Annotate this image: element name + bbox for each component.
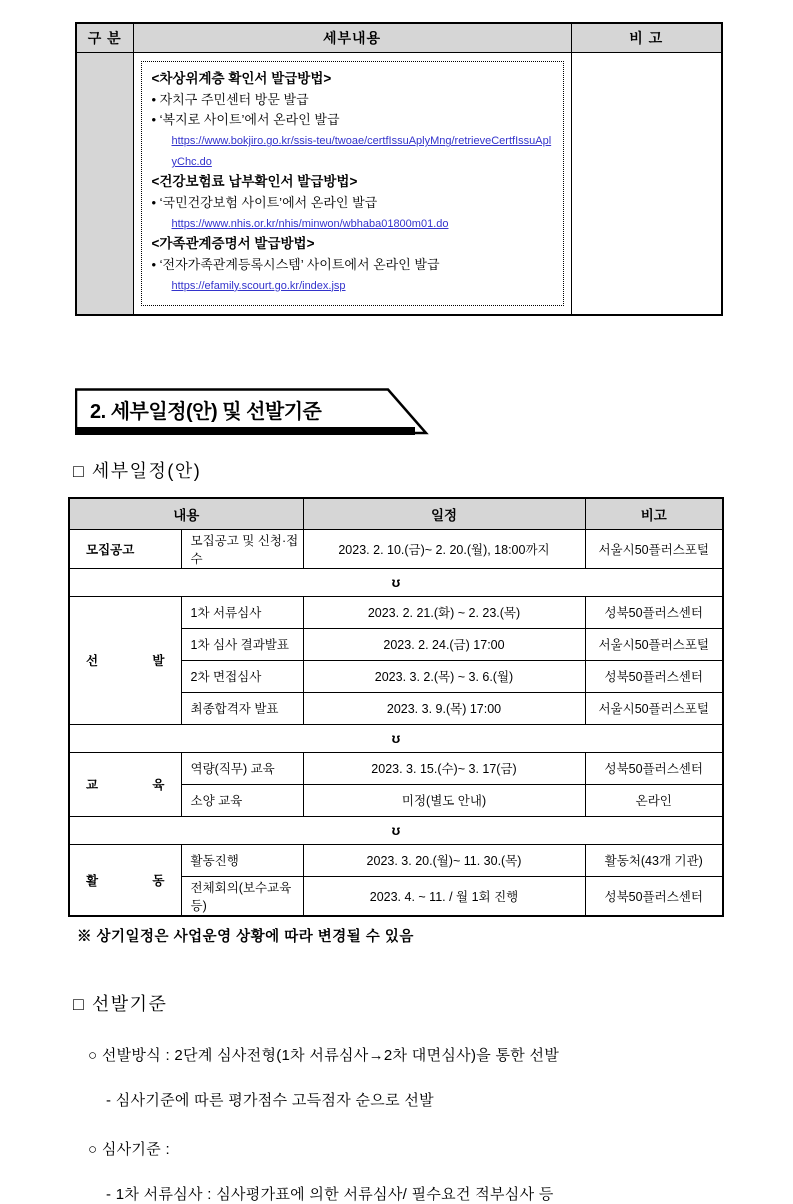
table-header-row xyxy=(76,23,722,53)
schedule-date-cell: 2023. 2. 21.(화) ~ 2. 23.(목) xyxy=(303,596,585,628)
schedule-remark-cell: 성북50플러스센터 xyxy=(585,752,723,784)
schedule-row xyxy=(69,529,723,568)
header-sebunaeyong: 세부내용 xyxy=(133,23,571,53)
schedule-category-cell: 모집공고 xyxy=(69,529,181,568)
schedule-remark-cell: 성북50플러스센터 xyxy=(585,660,723,692)
down-arrow-icon: ʊ xyxy=(69,724,723,752)
schedule-arrow-row xyxy=(69,724,723,752)
detail-content-cell xyxy=(133,53,571,315)
schedule-note: ※ 상기일정은 사업운영 상황에 따라 변경될 수 있음 xyxy=(77,928,414,945)
schedule-content-cell: 역량(직무) 교육 xyxy=(181,752,303,784)
schedule-remark-cell: 활동처(43개 기관) xyxy=(585,844,723,876)
criteria-line: ○ 선발방식 : 2단계 심사전형(1차 서류심사→2차 대면심사)을 통한 선발 xyxy=(88,1046,560,1064)
schedule-content-cell: 2차 면접심사 xyxy=(181,660,303,692)
schedule-date-cell: 2023. 3. 15.(수)~ 3. 17(금) xyxy=(303,752,585,784)
header-date: 일정 xyxy=(303,498,585,530)
schedule-content-cell: 1차 심사 결과발표 xyxy=(181,628,303,660)
detail-info-table xyxy=(75,22,723,316)
schedule-category-cell: 교 육 xyxy=(69,752,181,816)
schedule-date-cell: 2023. 2. 24.(금) 17:00 xyxy=(303,628,585,660)
schedule-content-cell: 소양 교육 xyxy=(181,784,303,816)
schedule-remark-cell: 서울시50플러스포털 xyxy=(585,692,723,724)
issuance-url-link[interactable]: https://efamily.scourt.go.kr/index.jsp xyxy=(171,279,346,292)
schedule-remark-cell: 서울시50플러스포털 xyxy=(585,529,723,568)
schedule-remark-cell: 온라인 xyxy=(585,784,723,816)
schedule-date-cell: 2023. 4. ~ 11. / 월 1회 진행 xyxy=(303,876,585,916)
issuance-url-link[interactable]: https://www.bokjiro.go.kr/ssis-teu/twoae/certfIssuAplyMng/retrieveCertfIssuAplyChc.do xyxy=(171,135,552,168)
schedule-date-cell: 2023. 3. 20.(월)~ 11. 30.(목) xyxy=(303,844,585,876)
schedule-category-cell: 선 발 xyxy=(69,596,181,724)
schedule-content-cell: 활동진행 xyxy=(181,844,303,876)
issuance-section-title: <가족관계증명서 발급방법> xyxy=(151,235,315,251)
schedule-content-cell: 모집공고 및 신청·접수 xyxy=(181,529,303,568)
schedule-arrow-row xyxy=(69,568,723,596)
issuance-bullet-item: • ‘국민건강보험 사이트’에서 온라인 발급 xyxy=(151,194,378,210)
schedule-arrow-row xyxy=(69,816,723,844)
issuance-url-link[interactable]: https://www.nhis.or.kr/nhis/minwon/wbhaba01800m01.do xyxy=(171,217,449,230)
schedule-category-cell: 활 동 xyxy=(69,844,181,916)
schedule-row xyxy=(69,596,723,628)
header-content: 내용 xyxy=(69,498,303,530)
criteria-line: - 심사기준에 따른 평가점수 고득점자 순으로 선발 xyxy=(106,1091,434,1109)
issuance-bullet-item: • 자치구 주민센터 방문 발급 xyxy=(151,91,309,107)
issuance-link-line xyxy=(152,130,553,172)
schedule-date-cell: 2023. 2. 10.(금)~ 2. 20.(월), 18:00까지 xyxy=(303,529,585,568)
category-cell-empty xyxy=(76,53,133,315)
schedule-table xyxy=(68,497,724,917)
issuance-bullet-item: • ‘전자가족관계등록시스템’ 사이트에서 온라인 발급 xyxy=(151,256,440,272)
issuance-link-line xyxy=(152,275,553,296)
schedule-row xyxy=(69,844,723,876)
issuance-link-line xyxy=(152,213,553,234)
criteria-heading: □ 선발기준 xyxy=(73,993,168,1014)
header-gubun: 구 분 xyxy=(76,23,133,53)
schedule-content-cell: 전체회의(보수교육 등) xyxy=(181,876,303,916)
header-bigo: 비 고 xyxy=(571,23,722,53)
issuance-section-title: <차상위계층 확인서 발급방법> xyxy=(151,71,332,86)
down-arrow-icon: ʊ xyxy=(69,816,723,844)
criteria-line: ○ 심사기준 : xyxy=(88,1140,170,1158)
schedule-date-cell: 2023. 3. 2.(목) ~ 3. 6.(월) xyxy=(303,660,585,692)
section-2-banner xyxy=(75,388,435,435)
criteria-section xyxy=(75,1044,725,1204)
schedule-header-row xyxy=(69,498,723,530)
down-arrow-icon: ʊ xyxy=(69,568,723,596)
schedule-remark-cell: 성북50플러스센터 xyxy=(585,876,723,916)
issuance-bullet-item: • ‘복지로 사이트’에서 온라인 발급 xyxy=(151,112,340,128)
remark-cell-empty xyxy=(571,53,722,315)
schedule-heading: □ 세부일정(안) xyxy=(73,460,202,481)
issuance-guide-box xyxy=(141,61,564,306)
criteria-line: - 1차 서류심사 : 심사평가표에 의한 서류심사/ 필수요건 적부심사 등 xyxy=(106,1185,554,1203)
issuance-section-title: <건강보험료 납부확인서 발급방법> xyxy=(151,173,358,189)
schedule-content-cell: 1차 서류심사 xyxy=(181,596,303,628)
schedule-content-cell: 최종합격자 발표 xyxy=(181,692,303,724)
table-body-row xyxy=(76,53,722,315)
schedule-remark-cell: 서울시50플러스포털 xyxy=(585,628,723,660)
schedule-remark-cell: 성북50플러스센터 xyxy=(585,596,723,628)
schedule-row xyxy=(69,752,723,784)
section-2-title: 2. 세부일정(안) 및 선발기준 xyxy=(90,400,322,423)
header-remark: 비고 xyxy=(585,498,723,530)
schedule-date-cell: 미정(별도 안내) xyxy=(303,784,585,816)
schedule-date-cell: 2023. 3. 9.(목) 17:00 xyxy=(303,692,585,724)
